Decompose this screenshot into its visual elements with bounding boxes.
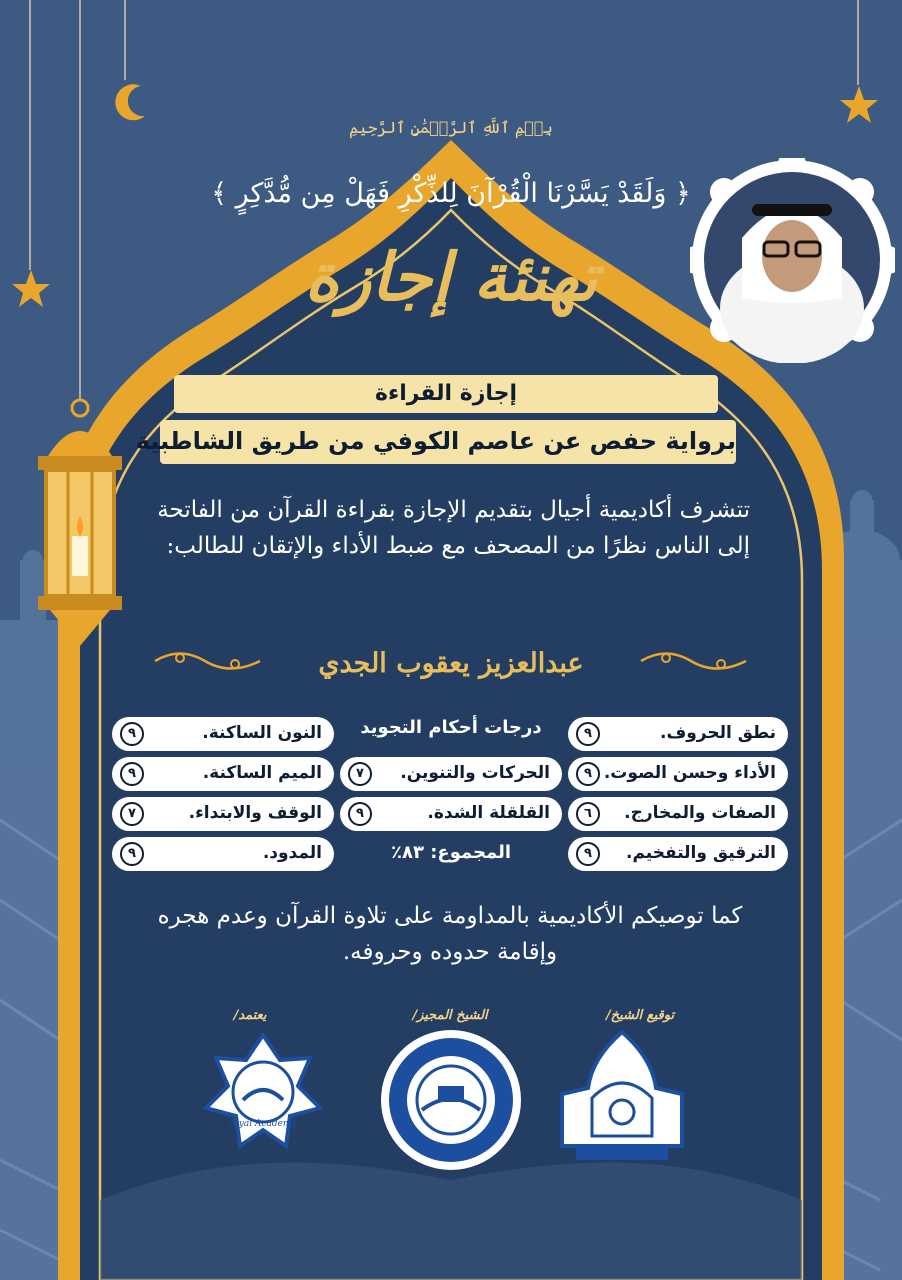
- grade-item: [340, 757, 562, 791]
- grade-score: ٧: [120, 802, 144, 826]
- grade-item: [340, 797, 562, 831]
- grade-item: [568, 837, 788, 871]
- quran-verse: ﴿ وَلَقَدْ يَسَّرْنَا الْقُرْآنَ لِلذِّكْرِ فَهَلْ مِن مُّدَّكِرٍ ﴾: [211, 178, 691, 209]
- grade-score: ٩: [576, 722, 600, 746]
- signature-label: توقيع الشيخ/: [605, 1008, 675, 1023]
- grade-score: ٧: [348, 762, 372, 786]
- closing-text: كما توصيكم الأكاديمية بالمداومة على تلاوة القرآن وعدم هجره وإقامة حدوده وحروفه.: [157, 903, 743, 965]
- lantern-icon: [28, 396, 132, 648]
- grade-item: [568, 797, 788, 831]
- basmala: بِسۡمِ ٱللَّهِ ٱلرَّحۡمَٰنِ ٱلرَّحِيمِ: [349, 118, 553, 137]
- grade-label: المدود.: [262, 843, 322, 863]
- grade-score: ٩: [120, 842, 144, 866]
- intro-text: تتشرف أكاديمية أجيال بتقديم الإجازة بقراءة القرآن من الفاتحة إلى الناس نظرًا من المصحف مع ضبط الأداء والإتقان للطالب:: [157, 497, 750, 559]
- grade-item: [112, 837, 334, 871]
- grade-label: الحركات والتنوين.: [400, 763, 550, 783]
- grade-label: الصفات والمخارج.: [624, 803, 776, 823]
- grade-item: [568, 757, 788, 791]
- sheikh-signature-seal: [552, 1028, 692, 1168]
- grade-label: النون الساكنة.: [202, 723, 322, 743]
- grade-score: ٩: [120, 762, 144, 786]
- grades-total: [320, 842, 582, 863]
- grade-item: [112, 797, 334, 831]
- grade-label: الترقيق والتفخيم.: [626, 843, 776, 863]
- grade-item: [112, 757, 334, 791]
- total-value: ٨٣٪: [390, 842, 424, 863]
- grade-label: الوقف والابتداء.: [188, 803, 322, 823]
- grade-label: الأداء وحسن الصوت.: [603, 763, 776, 783]
- sheikh-seal: [360, 1028, 542, 1172]
- total-label: المجموع:: [430, 842, 512, 863]
- ijaza-title: إجازة القراءة: [374, 381, 518, 406]
- grade-score: ٩: [120, 722, 144, 746]
- grades-section-title: درجات أحكام التجويد: [360, 717, 542, 738]
- page-title: تهنئة إجازة: [304, 238, 598, 316]
- grade-score: ٩: [576, 762, 600, 786]
- signature-label: الشيخ المجيز/: [412, 1008, 488, 1023]
- grade-item: [112, 717, 334, 751]
- grade-label: نطق الحروف.: [660, 723, 776, 743]
- grade-label: الميم الساكنة.: [202, 763, 322, 783]
- ijaza-subtitle: برواية حفص عن عاصم الكوفي من طريق الشاطبية: [135, 427, 736, 455]
- seal-text: Ajyal Academy: [229, 1119, 297, 1129]
- grade-label: القلقلة الشدة.: [427, 803, 550, 823]
- grade-item: [568, 717, 788, 751]
- student-name: عبدالعزيز يعقوب الجدي: [318, 648, 584, 679]
- grade-score: ٩: [348, 802, 372, 826]
- ajyal-academy-logo: [198, 1030, 328, 1160]
- signature-label: يعتمد/: [233, 1008, 267, 1023]
- grade-score: ٦: [576, 802, 600, 826]
- grade-score: ٩: [576, 842, 600, 866]
